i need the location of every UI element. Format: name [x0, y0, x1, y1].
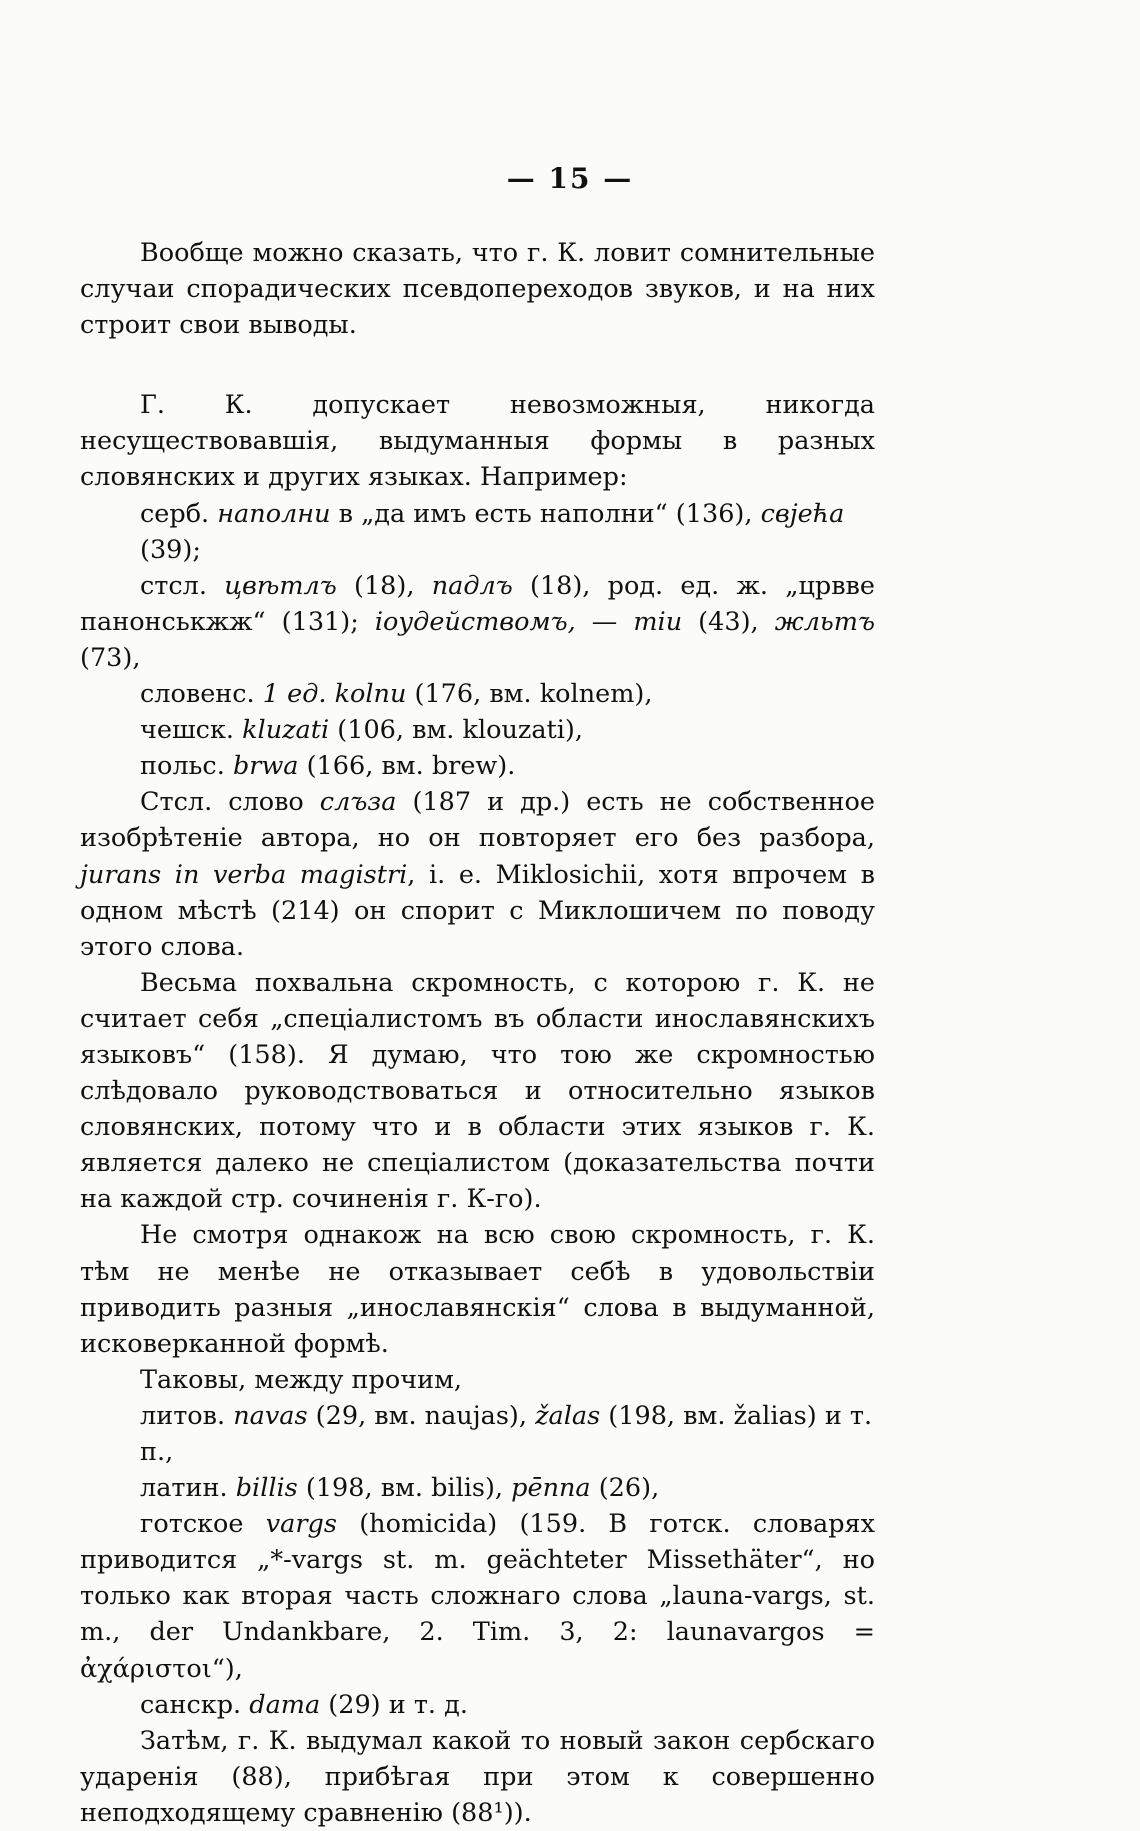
latin-quote: jurans in verba magistri	[80, 859, 408, 890]
form-text: (26),	[590, 1473, 660, 1504]
paragraph: Г. К. допускает невозможныя, никогда несуществовавшія, выдуманныя формы в разных словянских и других языках. Например:	[80, 390, 875, 493]
form-lang: готское	[140, 1509, 244, 1540]
form-lang: литов.	[140, 1400, 226, 1431]
form-lang: латин.	[140, 1473, 228, 1504]
example-text: (176, вм. kolnem),	[406, 679, 653, 710]
form-lang: санскр.	[140, 1689, 242, 1720]
example-polish	[80, 748, 875, 784]
form-lithuanian	[80, 1398, 875, 1470]
example-text: в „да имъ есть наполни“ (136),	[330, 498, 761, 529]
example-word: жльтъ	[774, 606, 875, 637]
spacer	[80, 343, 875, 387]
example-text: (39);	[140, 534, 201, 565]
form-latin	[80, 1470, 875, 1506]
example-text: (18),	[336, 570, 432, 601]
page-number: — 15 —	[506, 162, 634, 195]
paragraph: Не смотря однакож на всю свою скромность, г. К. тѣм не менѣе не отказывает себѣ в удовольствіи приводить разныя „инославянскія“ слова в выдуманной, исковерканной формѣ.	[80, 1220, 875, 1359]
form-word: žalas	[535, 1400, 601, 1431]
example-word: іоудействомъ, — тіи	[374, 606, 683, 637]
form-text: (29) и т. д.	[320, 1689, 468, 1720]
form-word: navas	[233, 1400, 308, 1431]
example-lang: чешск.	[140, 715, 234, 746]
paragraph-text: , i. e. Miklosichii, хотя впрочем в одном мѣстѣ (214) он спорит с Миклошичем по поводу этого слова.	[80, 859, 875, 962]
paragraph: Затѣм, г. К. выдумал какой то новый закон сербскаго ударенія (88), прибѣгая при этом к совершенно неподходящему сравненію (88¹)).	[80, 1725, 875, 1828]
form-sanskrit	[80, 1687, 875, 1723]
example-lang: польс.	[140, 751, 225, 782]
example-lang: серб.	[140, 498, 210, 529]
form-gothic	[80, 1506, 875, 1686]
paragraph	[80, 784, 875, 964]
form-word: dama	[249, 1689, 321, 1720]
example-czech	[80, 712, 875, 748]
example-serbian	[80, 496, 875, 568]
example-word: наполни	[217, 498, 331, 529]
example-word: brwa	[232, 751, 299, 782]
example-slovene	[80, 676, 875, 712]
example-word: слъза	[319, 787, 397, 818]
paragraph-text: Стсл. слово	[140, 787, 320, 818]
example-word: цвѣтлъ	[224, 570, 337, 601]
body-text	[80, 235, 875, 1831]
example-text: (18), род. ед. ж. „црвве панонськжж“ (131);	[80, 570, 875, 637]
example-text: (166, вм. brew).	[298, 751, 516, 782]
form-word: vargs	[265, 1509, 337, 1540]
example-word: 1 ед. kolnu	[262, 679, 407, 710]
example-lang: стсл.	[140, 570, 207, 601]
example-old-slavic	[80, 568, 875, 676]
form-word: pēnna	[511, 1473, 591, 1504]
example-word: kluzati	[242, 715, 330, 746]
paragraph: Таковы, между прочим,	[140, 1364, 463, 1395]
example-word: свјећа	[760, 498, 845, 529]
form-word: billis	[235, 1473, 298, 1504]
form-text: (198, вм. žalias) и т. п.,	[140, 1400, 873, 1467]
example-text: (43),	[682, 606, 775, 637]
example-lang: словенс.	[140, 679, 255, 710]
example-text: (73),	[80, 642, 141, 673]
example-word: падлъ	[431, 570, 513, 601]
example-text: (106, вм. klouzati),	[329, 715, 583, 746]
form-text: (homicida) (159. В готск. словарях приводится „*-vargs st. m. geächteter Missethäter“, но только как вторая часть сложнаго слова „launa-vargs, st. m., der Undankbare, 2. Tim. 3, 2: launavargos = ἀχάριστοι“),	[80, 1509, 876, 1684]
form-text: (198, вм. bilis),	[297, 1473, 512, 1504]
form-text: (29, вм. naujas),	[307, 1400, 536, 1431]
paragraph: Весьма похвальна скромность, с которою г. К. не считает себя „спеціалистомъ въ области инославянскихъ языковъ“ (158). Я думаю, что тою же скромностью слѣдовало руководствоваться и относительно языков словянских, потому что и в области этих языков г. К. является далеко не спеціалистом (доказательства почти на каждой стр. сочиненія г. К-го).	[80, 967, 875, 1215]
paragraph-text: (187 и др.) есть не собственное изобрѣтеніе автора, но он повторяет его без разбора,	[80, 787, 875, 854]
paragraph: Вообще можно сказать, что г. К. ловит сомнительные случаи спорадических псевдопереходов звуков, и на них строит свои выводы.	[80, 238, 875, 341]
